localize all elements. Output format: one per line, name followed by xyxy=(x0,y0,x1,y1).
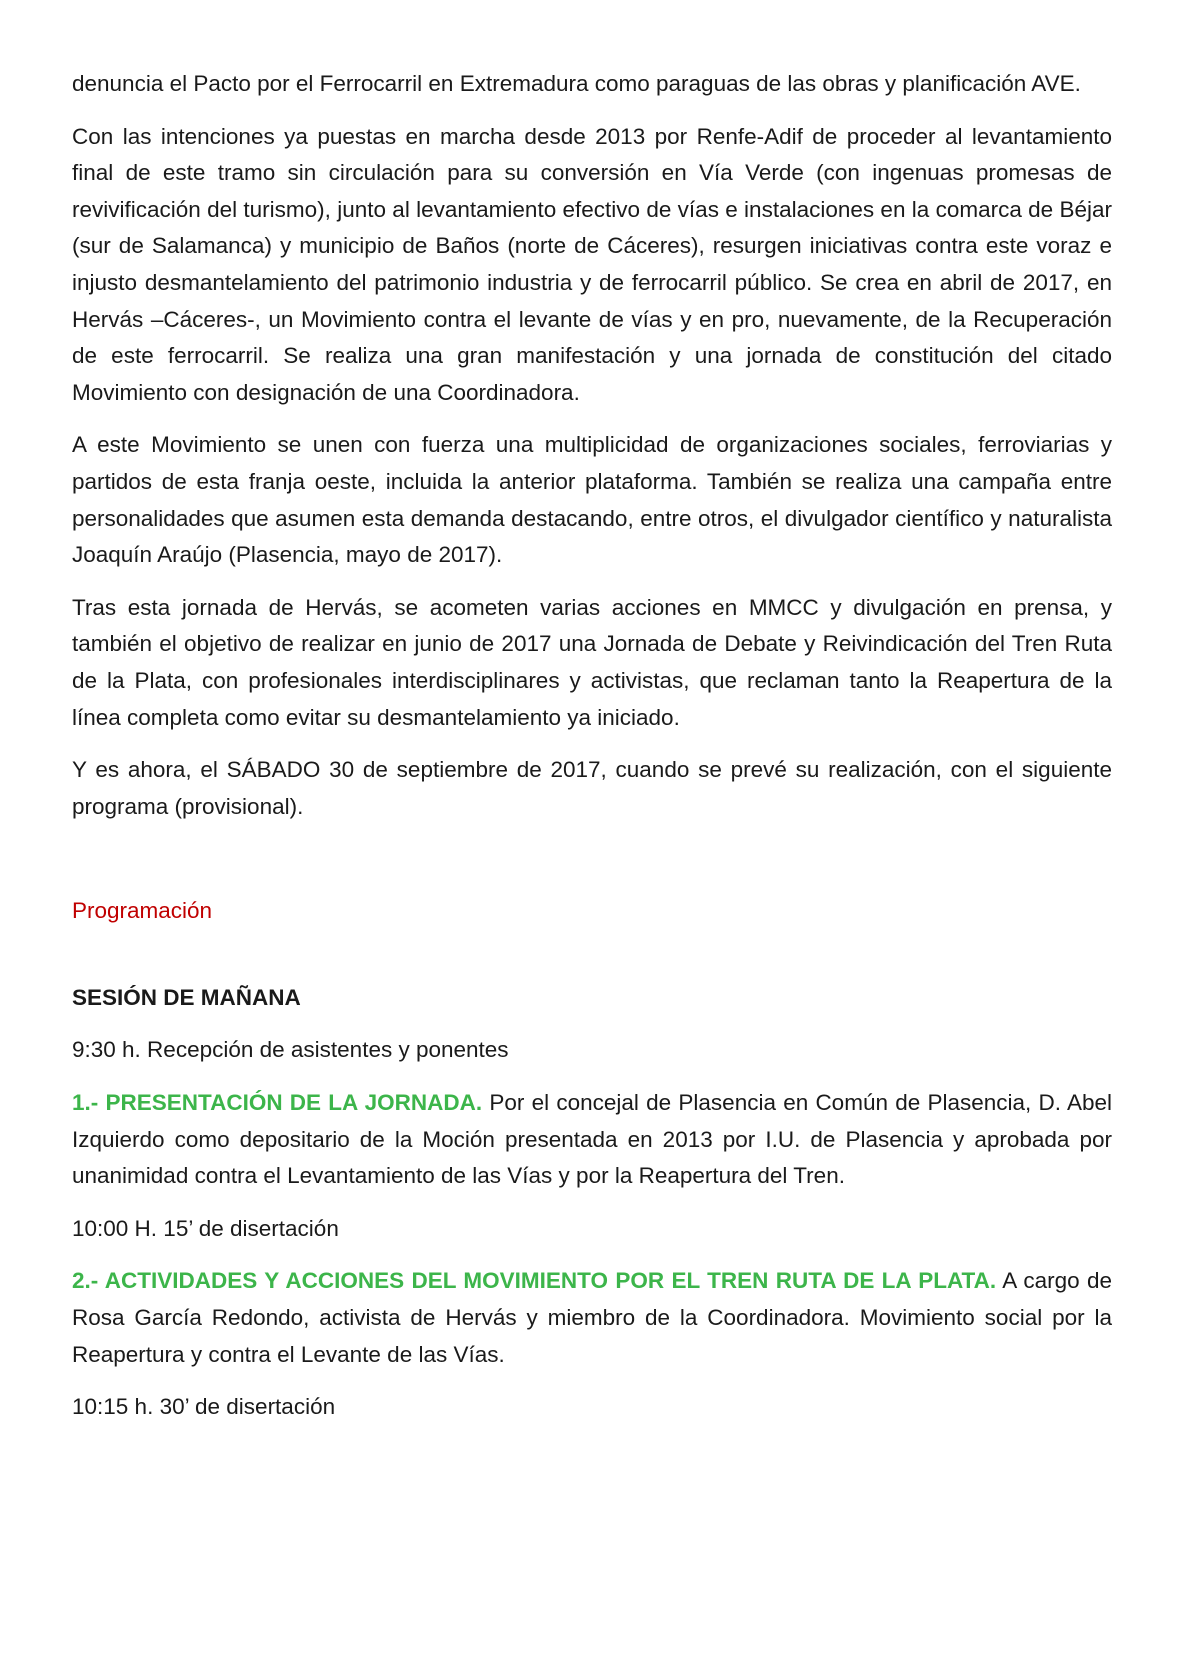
paragraph-renfe-adif: Con las intenciones ya puestas en marcha desde 2013 por Renfe-Adif de proceder al levantamiento final de este tramo sin circulación para su conversión en Vía Verde (con ingenuas promesas de revivificación del turismo), junto al levantamiento efectivo de vías e instalaciones en la comarca de Béjar (sur de Salamanca) y municipio de Baños (norte de Cáceres), resurgen iniciativas contra este voraz e injusto desmantelamiento del patrimonio industria y de ferrocarril público. Se crea en abril de 2017, en Hervás –Cáceres-, un Movimiento contra el levante de vías y en pro, nuevamente, de la Recuperación de este ferrocarril. Se realiza una gran manifestación y una jornada de constitución del citado Movimiento con designación de una Coordinadora. xyxy=(72,123,1112,405)
paragraph-sabado: Y es ahora, el SÁBADO 30 de septiembre de 2017, cuando se prevé su realización, con el siguiente programa (provisional). xyxy=(72,757,1112,819)
paragraph-movimiento: A este Movimiento se unen con fuerza una multiplicidad de organizaciones sociales, ferroviarias y partidos de esta franja oeste, incluida la anterior plataforma. También se realiza una campaña entre personalidades que asumen esta demanda destacando, entre otros, el divulgador científico y naturalista Joaquín Araújo (Plasencia, mayo de 2017). xyxy=(72,432,1112,568)
paragraph-jornada: Tras esta jornada de Hervás, se acometen varias acciones en MMCC y divulgación en prensa, y también el objetivo de realizar en junio de 2017 una Jornada de Debate y Reivindicación del Tren Ruta de la Plata, con profesionales interdisciplinares y activistas, que reclaman tanto la Reapertura de la línea completa como evitar su desmantelamiento ya iniciado. xyxy=(72,594,1112,730)
program-item-1-label: 1.- PRESENTACIÓN DE LA JORNADA. xyxy=(72,1090,483,1116)
program-time-1: 10:00 H. 15’ de disertación xyxy=(72,1215,339,1241)
program-time-2: 10:15 h. 30’ de disertación xyxy=(72,1394,336,1420)
paragraph-intro: denuncia el Pacto por el Ferrocarril en Extremadura como paraguas de las obras y planificación AVE. xyxy=(72,71,1081,96)
program-item-1 xyxy=(72,1085,1112,1195)
program-item-2-text: A cargo de Rosa García Redondo, activista de Hervás y miembro de la Coordinadora. Movimiento social por la Reapertura y contra el Levante de las Vías. xyxy=(72,1268,1112,1367)
program-item-2 xyxy=(72,1263,1112,1373)
program-item-2-label: 2.- ACTIVIDADES Y ACCIONES DEL MOVIMIENTO POR EL TREN RUTA DE LA PLATA. xyxy=(72,1268,997,1294)
reception-time: 9:30 h. Recepción de asistentes y ponentes xyxy=(72,1037,509,1063)
session-title: SESIÓN DE MAÑANA xyxy=(72,984,301,1010)
document-page xyxy=(72,66,1112,1442)
programacion-heading: Programación xyxy=(72,898,213,924)
program-item-1-text: Por el concejal de Plasencia en Común de Plasencia, D. Abel Izquierdo como depositario de la Moción presentada en 2013 por I.U. de Plasencia y aprobada por unanimidad contra el Levantamiento de las Vías y por la Reapertura del Tren. xyxy=(72,1090,1112,1189)
